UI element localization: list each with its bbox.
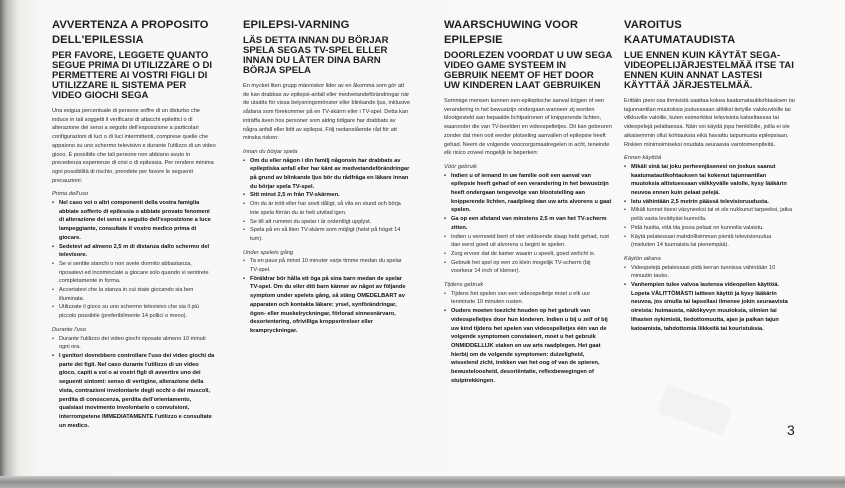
section-subtitle: LÄS DETTA INNAN DU BÖRJAR SPELA SEGAS TV-SPEL ELLER INNAN DU LÅTER DINA BARN BÖRJA SPELA (243, 35, 389, 76)
precaution-item: • Videopelejä pelatessasi pidä kerran tunnissa vähintään 10 minuutin tauko. (624, 264, 796, 281)
column-finnish (624, 18, 796, 338)
precaution-item: • Om du eller någon i din familj någonsin har drabbats av epileptiska anfall eller har känt av medvetandeförändringar på grund av blinkande ljus bör du rådfråga en läkare innan du börjar spela TV-spel. (243, 157, 411, 192)
precaution-list (444, 172, 612, 276)
subsection-heading: Tijdens gebruik (444, 282, 484, 289)
precaution-item: • Indien u of iemand in uw familie ooit een aanval van epilepsie heeft gehad of een verandering in het bewustzijn heeft ondergaan tengevolge van blootstelling aan knipperende lichten, raadpleeg dan uw arts alvorens u gaat spelen. (444, 172, 612, 216)
precaution-list (243, 157, 411, 244)
precaution-item: • Utilizzate il gioco su uno schermo televisivo che sia il più piccolo possibile (preferibilmente 14 pollici o meno). (52, 303, 216, 320)
precaution-item: • Ga op een afstand van minstens 2,5 m van het TV-scherm zitten. (444, 215, 612, 232)
precaution-item: • Föräldrar bör hålla ett öga på sina barn medan de spelar TV-spel. Om du eller ditt barn känner av något av följande symptom under spelets gång, så stäng OMEDELBART av apparaten och kontakta läkare: yrsel, synförändringar, ögon- eller muskelryckningar, förlorad sinnesnärvaro, desorientering, ofrivilliga kroppsrörelser eller krampryckningar. (243, 275, 411, 336)
precaution-list (243, 257, 411, 335)
intro-paragraph: Erittäin pieni osa ihmisistä saattaa kokea kaatumatautikohtauksen tai tajunnantilan muutoksia joutuessaan alttiiksi tietyille valokuvioille tai vilkkuville valoille, kuten esimerkiksi televisiota katseltaessa tai videopelejä pelattaessa. Näin voi käydä jopa henkilöille, joilla ei ole aikaisemmin ollut kohtauksia eikä havaittu taipumusta epilepsiaan. Riskien minimoimiseksi noudata seuraavia varotoimenpiteitä. (624, 98, 795, 148)
subsection-heading: Durante l'uso (52, 326, 86, 333)
precaution-item: • Mikäli sinä tai joku perheenjäsenesi on joskus saanut kaatumatautikohtauksen tai kokenut tajunnantilan muutoksia altistuessaan välkkyvälle valolle, kysy lääkärin neuvoa ennen kuin pelaat pelejä. (624, 163, 796, 198)
precaution-item: • Spela på en så liten TV-skärm som möjligt (helst på högst 14 tum). (243, 226, 411, 243)
page-number: 3 (787, 422, 795, 438)
precaution-item: • Nel caso voi o altri componenti della vostra famiglia abbiate sofferto di epilessia o abbiate provato fenomeni di alterazione dei sensi a seguito dell'esposizione a luce lampeggiante, consultate il vostro medico prima di giocare. (52, 199, 216, 243)
section-subtitle: PER FAVORE, LEGGETE QUANTO SEGUE PRIMA DI UTILIZZARE O DI PERMETTERE AI VOSTRI FIGLI DI UTILIZZARE IL SISTEMA PER VIDEO GIOCHI SEGA (52, 50, 213, 101)
column-swedish (243, 18, 411, 341)
precaution-item: • Accertatevi che la stanza in cui state giocando sia ben illuminata. (52, 286, 216, 303)
section-title: EPILEPSI-VARNING (243, 19, 350, 31)
precaution-item: • Zorg ervoor dat de kamer waarin u speelt, goed verlicht is. (444, 250, 612, 259)
precaution-item: • Durante l'utilizzo dei video giochi riposate almeno 10 minuti ogni ora. (52, 335, 216, 352)
precaution-list (624, 163, 796, 250)
precaution-list (52, 199, 216, 321)
precaution-item: • Ouders moeten toezicht houden op het gebruik van videospelletjes door hun kinderen. Indien u bij u zelf of bij uw kind tijdens het spelen van videospelletjes één van de volgende symptomen constateert, moet u het gebruik ONMIDDELLIJK staken en uw arts raadplegen. Het gaat hierbij om de volgende symptomen: duizeligheid, wisselend zicht, trekken van het oog of van de spieren, bewusteloosheid, desoriëntatie, reflexbewegingen of stuiptrekkingen. (444, 307, 612, 385)
page-bottom-edge (0, 476, 845, 488)
intro-paragraph: Sommige mensen kunnen een epileptische aanval krijgen of een verandering in het bewustzijn ondergaan wanneer zij worden blootgesteld aan bepaalde lichtpatronen of knipperende lichten, waaronder die van TV-beelden en videospelletjes. Dit kan gebeuren zonder dat men ooit eerder plotseling aanvallen of epilepsie heeft gehad. Neem de volgende voorzorgsmaatregelen in acht, teneinde elk risico zoveel mogelijk te beperken: (444, 98, 612, 157)
precaution-item: • Indien u vermoeid bent of niet voldoende slaap hebt gehad, rust dan eerst goed uit alvorens u begint te spelen. (444, 233, 612, 250)
precaution-item: • I genitori dovrebbero controllare l'uso dei video giochi da parte dei figli. Nel caso durante l'utilizzo di un video gioco, capiti a voi o ai vostri figli di avvertire uno dei seguenti sintomi: senso di vertigine, alterazione della vista, contrazioni involontarie degli occhi o dei muscoli, perdita di conoscenza, perdita dell'orientamento, qualsiasi movimento involontario o convulsioni, interrompetene IMMEDIATAMENTE l'utilizzo e consultate un medico. (52, 352, 216, 430)
column-italian (52, 18, 216, 435)
precaution-list (52, 335, 216, 431)
precaution-list (444, 290, 612, 386)
intro-paragraph: En mycket liten grupp människor lider av en åkomma som gör att de kan drabbas av epilepsi-anfall eller medvetandeförändringar när de utsätts för vissa belysningsmönster eller blinkande ljus, inklusive sådana som förekommer på en TV-skärm eller i TV-spel. Detta kan inträffa även hos personer som aldrig tidigare har drabbats av några anfall eller lidit av epilepsi. Följ nedanstående råd för att minska risken: (243, 83, 410, 142)
section-title: VAROITUS KAATUMATAUDISTA (624, 19, 736, 46)
precaution-item: • Se till att rummet du spelar i är ordentligt upplyst. (243, 218, 411, 227)
subsection-heading: Käytön aikana (624, 255, 661, 262)
subsection-heading: Vóór gebruik (444, 163, 477, 170)
column-dutch (444, 18, 612, 391)
section-title: AVVERTENZA A PROPOSITO DELL'EPILESSIA (52, 19, 209, 46)
precaution-item: • Ta en paus på minst 10 minuter varje timme medan du spelar TV-spel. (243, 257, 411, 274)
subsection-heading: Innan du börjar spela (243, 148, 298, 155)
ghost-illustration (657, 384, 733, 436)
precaution-item: • Se vi sentite stanchi o non avete dormito abbastanza, riposatevi ed incominciate a giocare solo quando vi sentirete completamente in forma. (52, 260, 216, 286)
section-subtitle: DOORLEZEN VOORDAT U UW SEGA VIDEO GAME SYSTEEM IN GEBRUIK NEEMT OF HET DOOR UW KINDEREN LAAT GEBRUIKEN (444, 50, 612, 91)
section-title: WAARSCHUWING VOOR EPILEPSIE (444, 19, 579, 46)
precaution-item: • Sedetevi ad almeno 2,5 m di distanza dallo schermo del televisore. (52, 243, 216, 260)
precaution-list (624, 264, 796, 334)
subsection-heading: Prima dell'uso (52, 191, 89, 198)
precaution-item: • Om du är trött eller har sovit dåligt, så vila en stund och börja inte spela förrän du är helt utvilad igen. (243, 200, 411, 217)
precaution-item: • Vanhempien tulee valvoa lastensa videopelien käyttöä. Lopeta VÄLITTÖMÄSTI laitteen käyttö ja kysy lääkärin neuvoa, jos sinulla tai lapsellasi ilmenee jokin seuraavista oireista: huimausta, näkökyvyn muutoksia, silmien tai lihasten nykimistä, tiedottomuutta, ajan ja paikan tajun katoamista, tahdottomia liikkeitä tai kouristuksia. (624, 281, 796, 333)
precaution-item: • Pidä huolta, että tila jossa pelaat on kunnolla valaistu. (624, 224, 796, 233)
precaution-item: • Sitt minst 2,5 m från TV-skärmen. (243, 191, 411, 200)
intro-paragraph: Una esigua percentuale di persone soffre di un disturbo che induce in tali soggetti il verificarsi di attacchi epilettici o di alterazione dei sensi a seguito dell'esposizione a particolari configurazioni di luci o di luci intermittenti, comprese quelle che appaiono su uno schermo televisivo e durante l'utilizzo di un video gioco. É possibile che tali persone non abbiano avuto in precedenza esperienze di crisi o di epilessia. Per rendere minima ogni possibilità di rischio, prendete per favore le seguenti precauzioni: (52, 108, 216, 184)
precaution-item: • Käytä pelatessasi mahdollisimman pientä televisioruutua (mieluiten 14 tuumaista tai pienempää). (624, 233, 796, 250)
subsection-heading: Under spelets gång (243, 249, 294, 256)
precaution-item: • Tijdens het spelen van een videospelletje moet u elk uur tenminste 10 minuten rusten. (444, 290, 612, 307)
subsection-heading: Ennen käyttöä (624, 155, 662, 162)
precaution-item: • Mikäli tunnet itsesi väsyneeksi tai et ole nukkunut tarpeeksi, jatka peliä vasta levättyäsi kunnolla. (624, 206, 796, 223)
precaution-item: • Gebruik het spel op een zo klein mogelijk TV-scherm (bij voorkeur 14 inch of kleiner). (444, 259, 612, 276)
section-subtitle: LUE ENNEN KUIN KÄYTÄT SEGA-VIDEOPELIJÄRJESTELMÄÄ ITSE TAI ENNEN KUIN ANNAT LASTESI KÄYTTÄÄ JÄRJESTELMÄÄ. (624, 50, 794, 91)
precaution-item: • Istu vähintään 2,5 metrin päässä televisioruudusta. (624, 198, 796, 207)
